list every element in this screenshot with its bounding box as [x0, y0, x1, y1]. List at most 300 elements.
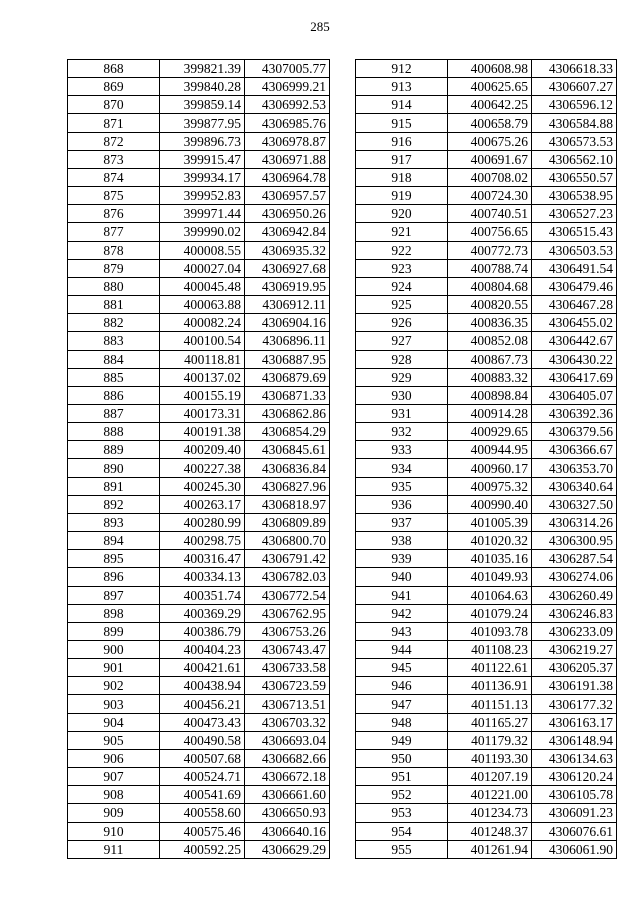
point-number-cell: 888: [68, 423, 160, 441]
y-coordinate-cell: 4306723.59: [245, 677, 330, 695]
x-coordinate-cell: 400191.38: [160, 423, 245, 441]
x-coordinate-cell: 401248.37: [448, 822, 532, 840]
y-coordinate-cell: 4306405.07: [532, 386, 617, 404]
point-number-cell: 896: [68, 568, 160, 586]
x-coordinate-cell: 399840.28: [160, 78, 245, 96]
table-row: [356, 586, 617, 604]
x-coordinate-cell: 400975.32: [448, 477, 532, 495]
x-coordinate-cell: 399896.73: [160, 132, 245, 150]
point-number-cell: 898: [68, 604, 160, 622]
table-row: [356, 677, 617, 695]
table-row: [68, 132, 330, 150]
y-coordinate-cell: 4306743.47: [245, 641, 330, 659]
x-coordinate-cell: 400691.67: [448, 150, 532, 168]
table-row: [68, 659, 330, 677]
y-coordinate-cell: 4306550.57: [532, 168, 617, 186]
x-coordinate-cell: 401193.30: [448, 749, 532, 767]
point-number-cell: 908: [68, 786, 160, 804]
x-coordinate-cell: 400045.48: [160, 277, 245, 295]
y-coordinate-cell: 4306733.58: [245, 659, 330, 677]
table-row: [68, 749, 330, 767]
y-coordinate-cell: 4306772.54: [245, 586, 330, 604]
point-number-cell: 870: [68, 96, 160, 114]
x-coordinate-cell: 400990.40: [448, 495, 532, 513]
x-coordinate-cell: 401234.73: [448, 804, 532, 822]
table-row: [68, 386, 330, 404]
table-row: [68, 677, 330, 695]
point-number-cell: 925: [356, 296, 448, 314]
point-number-cell: 872: [68, 132, 160, 150]
point-number-cell: 885: [68, 368, 160, 386]
point-number-cell: 883: [68, 332, 160, 350]
y-coordinate-cell: 4306971.88: [245, 150, 330, 168]
table-row: [356, 568, 617, 586]
x-coordinate-cell: 400438.94: [160, 677, 245, 695]
y-coordinate-cell: 4306442.67: [532, 332, 617, 350]
point-number-cell: 901: [68, 659, 160, 677]
x-coordinate-cell: 400867.73: [448, 350, 532, 368]
point-number-cell: 902: [68, 677, 160, 695]
point-number-cell: 916: [356, 132, 448, 150]
table-row: [356, 150, 617, 168]
x-coordinate-cell: 400675.26: [448, 132, 532, 150]
y-coordinate-cell: 4306573.53: [532, 132, 617, 150]
table-row: [68, 96, 330, 114]
table-row: [356, 786, 617, 804]
x-coordinate-cell: 400524.71: [160, 768, 245, 786]
table-row: [68, 513, 330, 531]
table-row: [68, 368, 330, 386]
y-coordinate-cell: 4306562.10: [532, 150, 617, 168]
x-coordinate-cell: 401064.63: [448, 586, 532, 604]
point-number-cell: 894: [68, 532, 160, 550]
x-coordinate-cell: 401020.32: [448, 532, 532, 550]
point-number-cell: 869: [68, 78, 160, 96]
y-coordinate-cell: 4306693.04: [245, 731, 330, 749]
y-coordinate-cell: 4306538.95: [532, 187, 617, 205]
table-row: [68, 786, 330, 804]
point-number-cell: 918: [356, 168, 448, 186]
table-row: [356, 187, 617, 205]
x-coordinate-cell: 399821.39: [160, 60, 245, 78]
x-coordinate-cell: 400137.02: [160, 368, 245, 386]
table-row: [356, 78, 617, 96]
table-row: [356, 114, 617, 132]
x-coordinate-cell: 400404.23: [160, 641, 245, 659]
y-coordinate-cell: 4306061.90: [532, 840, 617, 858]
point-number-cell: 946: [356, 677, 448, 695]
x-coordinate-cell: 400592.25: [160, 840, 245, 858]
point-number-cell: 886: [68, 386, 160, 404]
table-row: [356, 713, 617, 731]
table-row: [68, 314, 330, 332]
y-coordinate-cell: 4306879.69: [245, 368, 330, 386]
x-coordinate-cell: 399990.02: [160, 223, 245, 241]
point-number-cell: 915: [356, 114, 448, 132]
x-coordinate-cell: 400960.17: [448, 459, 532, 477]
y-coordinate-cell: 4306607.27: [532, 78, 617, 96]
x-coordinate-cell: 400772.73: [448, 241, 532, 259]
point-number-cell: 897: [68, 586, 160, 604]
table-row: [68, 205, 330, 223]
y-coordinate-cell: 4307005.77: [245, 60, 330, 78]
table-row: [68, 114, 330, 132]
y-coordinate-cell: 4306964.78: [245, 168, 330, 186]
x-coordinate-cell: 400944.95: [448, 441, 532, 459]
x-coordinate-cell: 401005.39: [448, 513, 532, 531]
y-coordinate-cell: 4306862.86: [245, 404, 330, 422]
x-coordinate-cell: 400334.13: [160, 568, 245, 586]
y-coordinate-cell: 4306927.68: [245, 259, 330, 277]
point-number-cell: 940: [356, 568, 448, 586]
x-coordinate-cell: 400708.02: [448, 168, 532, 186]
y-coordinate-cell: 4306809.89: [245, 513, 330, 531]
table-row: [356, 350, 617, 368]
y-coordinate-cell: 4306791.42: [245, 550, 330, 568]
table-row: [68, 695, 330, 713]
table-row: [68, 840, 330, 858]
x-coordinate-cell: 401221.00: [448, 786, 532, 804]
x-coordinate-cell: 400852.08: [448, 332, 532, 350]
point-number-cell: 950: [356, 749, 448, 767]
table-row: [68, 568, 330, 586]
x-coordinate-cell: 400173.31: [160, 404, 245, 422]
y-coordinate-cell: 4306957.57: [245, 187, 330, 205]
y-coordinate-cell: 4306105.78: [532, 786, 617, 804]
x-coordinate-cell: 399859.14: [160, 96, 245, 114]
table-row: [68, 586, 330, 604]
x-coordinate-cell: 400575.46: [160, 822, 245, 840]
y-coordinate-cell: 4306246.83: [532, 604, 617, 622]
point-number-cell: 920: [356, 205, 448, 223]
x-coordinate-cell: 401108.23: [448, 641, 532, 659]
point-number-cell: 937: [356, 513, 448, 531]
y-coordinate-cell: 4306942.84: [245, 223, 330, 241]
point-number-cell: 935: [356, 477, 448, 495]
point-number-cell: 911: [68, 840, 160, 858]
y-coordinate-cell: 4306430.22: [532, 350, 617, 368]
point-number-cell: 884: [68, 350, 160, 368]
y-coordinate-cell: 4306148.94: [532, 731, 617, 749]
y-coordinate-cell: 4306467.28: [532, 296, 617, 314]
x-coordinate-cell: 400490.58: [160, 731, 245, 749]
x-coordinate-cell: 400351.74: [160, 586, 245, 604]
y-coordinate-cell: 4306904.16: [245, 314, 330, 332]
x-coordinate-cell: 400227.38: [160, 459, 245, 477]
y-coordinate-cell: 4306985.76: [245, 114, 330, 132]
x-coordinate-cell: 400642.25: [448, 96, 532, 114]
point-number-cell: 947: [356, 695, 448, 713]
x-coordinate-cell: 401179.32: [448, 731, 532, 749]
table-row: [356, 840, 617, 858]
table-row: [356, 332, 617, 350]
x-coordinate-cell: 400883.32: [448, 368, 532, 386]
table-row: [356, 641, 617, 659]
point-number-cell: 882: [68, 314, 160, 332]
x-coordinate-cell: 401093.78: [448, 622, 532, 640]
point-number-cell: 936: [356, 495, 448, 513]
point-number-cell: 914: [356, 96, 448, 114]
table-row: [356, 604, 617, 622]
table-row: [356, 368, 617, 386]
point-number-cell: 874: [68, 168, 160, 186]
table-row: [68, 731, 330, 749]
point-number-cell: 924: [356, 277, 448, 295]
point-number-cell: 943: [356, 622, 448, 640]
table-row: [68, 804, 330, 822]
y-coordinate-cell: 4306091.23: [532, 804, 617, 822]
y-coordinate-cell: 4306827.96: [245, 477, 330, 495]
point-number-cell: 941: [356, 586, 448, 604]
table-row: [356, 495, 617, 513]
table-row: [68, 168, 330, 186]
x-coordinate-cell: 400209.40: [160, 441, 245, 459]
y-coordinate-cell: 4306120.24: [532, 768, 617, 786]
x-coordinate-cell: 400625.65: [448, 78, 532, 96]
point-number-cell: 899: [68, 622, 160, 640]
table-row: [68, 768, 330, 786]
table-row: [356, 132, 617, 150]
table-row: [356, 259, 617, 277]
point-number-cell: 949: [356, 731, 448, 749]
y-coordinate-cell: 4306672.18: [245, 768, 330, 786]
x-coordinate-cell: 400898.84: [448, 386, 532, 404]
coordinates-table-left: [67, 59, 330, 859]
point-number-cell: 903: [68, 695, 160, 713]
point-number-cell: 910: [68, 822, 160, 840]
table-row: [68, 477, 330, 495]
point-number-cell: 923: [356, 259, 448, 277]
point-number-cell: 944: [356, 641, 448, 659]
y-coordinate-cell: 4306896.11: [245, 332, 330, 350]
point-number-cell: 893: [68, 513, 160, 531]
y-coordinate-cell: 4306871.33: [245, 386, 330, 404]
x-coordinate-cell: 400724.30: [448, 187, 532, 205]
table-row: [356, 804, 617, 822]
table-row: [356, 622, 617, 640]
point-number-cell: 871: [68, 114, 160, 132]
y-coordinate-cell: 4306992.53: [245, 96, 330, 114]
page-number: 285: [310, 19, 330, 34]
point-number-cell: 907: [68, 768, 160, 786]
point-number-cell: 951: [356, 768, 448, 786]
table-row: [356, 386, 617, 404]
y-coordinate-cell: 4306919.95: [245, 277, 330, 295]
y-coordinate-cell: 4306999.21: [245, 78, 330, 96]
x-coordinate-cell: 401261.94: [448, 840, 532, 858]
x-coordinate-cell: 400298.75: [160, 532, 245, 550]
table-row: [356, 550, 617, 568]
x-coordinate-cell: 400027.04: [160, 259, 245, 277]
point-number-cell: 891: [68, 477, 160, 495]
y-coordinate-cell: 4306455.02: [532, 314, 617, 332]
table-row: [68, 459, 330, 477]
point-number-cell: 887: [68, 404, 160, 422]
table-row: [68, 423, 330, 441]
y-coordinate-cell: 4306912.11: [245, 296, 330, 314]
point-number-cell: 942: [356, 604, 448, 622]
point-number-cell: 881: [68, 296, 160, 314]
x-coordinate-cell: 401079.24: [448, 604, 532, 622]
table-row: [68, 241, 330, 259]
table-row: [68, 78, 330, 96]
table-row: [68, 187, 330, 205]
table-row: [356, 404, 617, 422]
table-row: [356, 441, 617, 459]
y-coordinate-cell: 4306584.88: [532, 114, 617, 132]
y-coordinate-cell: 4306818.97: [245, 495, 330, 513]
x-coordinate-cell: 400658.79: [448, 114, 532, 132]
x-coordinate-cell: 400608.98: [448, 60, 532, 78]
y-coordinate-cell: 4306836.84: [245, 459, 330, 477]
point-number-cell: 876: [68, 205, 160, 223]
table-row: [68, 713, 330, 731]
table-body-right: [356, 60, 617, 859]
x-coordinate-cell: 401122.61: [448, 659, 532, 677]
point-number-cell: 912: [356, 60, 448, 78]
point-number-cell: 921: [356, 223, 448, 241]
table-row: [68, 532, 330, 550]
point-number-cell: 873: [68, 150, 160, 168]
point-number-cell: 880: [68, 277, 160, 295]
table-row: [356, 768, 617, 786]
x-coordinate-cell: 400369.29: [160, 604, 245, 622]
x-coordinate-cell: 399934.17: [160, 168, 245, 186]
y-coordinate-cell: 4306191.38: [532, 677, 617, 695]
x-coordinate-cell: 400263.17: [160, 495, 245, 513]
x-coordinate-cell: 400914.28: [448, 404, 532, 422]
x-coordinate-cell: 400421.61: [160, 659, 245, 677]
y-coordinate-cell: 4306260.49: [532, 586, 617, 604]
x-coordinate-cell: 400280.99: [160, 513, 245, 531]
table-body-left: [68, 60, 330, 859]
table-row: [68, 259, 330, 277]
table-row: [356, 532, 617, 550]
point-number-cell: 917: [356, 150, 448, 168]
y-coordinate-cell: 4306682.66: [245, 749, 330, 767]
table-row: [356, 513, 617, 531]
point-number-cell: 952: [356, 786, 448, 804]
table-row: [68, 604, 330, 622]
x-coordinate-cell: 400836.35: [448, 314, 532, 332]
table-row: [68, 822, 330, 840]
x-coordinate-cell: 400245.30: [160, 477, 245, 495]
y-coordinate-cell: 4306935.32: [245, 241, 330, 259]
table-row: [68, 223, 330, 241]
point-number-cell: 878: [68, 241, 160, 259]
table-row: [68, 622, 330, 640]
point-number-cell: 913: [356, 78, 448, 96]
y-coordinate-cell: 4306177.32: [532, 695, 617, 713]
y-coordinate-cell: 4306887.95: [245, 350, 330, 368]
x-coordinate-cell: 400008.55: [160, 241, 245, 259]
table-row: [356, 423, 617, 441]
table-row: [356, 731, 617, 749]
y-coordinate-cell: 4306205.37: [532, 659, 617, 677]
table-row: [356, 296, 617, 314]
table-row: [356, 223, 617, 241]
y-coordinate-cell: 4306300.95: [532, 532, 617, 550]
point-number-cell: 939: [356, 550, 448, 568]
y-coordinate-cell: 4306762.95: [245, 604, 330, 622]
point-number-cell: 890: [68, 459, 160, 477]
y-coordinate-cell: 4306417.69: [532, 368, 617, 386]
y-coordinate-cell: 4306479.46: [532, 277, 617, 295]
x-coordinate-cell: 400740.51: [448, 205, 532, 223]
point-number-cell: 879: [68, 259, 160, 277]
x-coordinate-cell: 399952.83: [160, 187, 245, 205]
table-row: [68, 150, 330, 168]
point-number-cell: 932: [356, 423, 448, 441]
x-coordinate-cell: 401151.13: [448, 695, 532, 713]
table-row: [356, 168, 617, 186]
point-number-cell: 954: [356, 822, 448, 840]
point-number-cell: 927: [356, 332, 448, 350]
x-coordinate-cell: 400820.55: [448, 296, 532, 314]
table-row: [356, 96, 617, 114]
y-coordinate-cell: 4306314.26: [532, 513, 617, 531]
point-number-cell: 948: [356, 713, 448, 731]
point-number-cell: 928: [356, 350, 448, 368]
y-coordinate-cell: 4306515.43: [532, 223, 617, 241]
x-coordinate-cell: 400155.19: [160, 386, 245, 404]
x-coordinate-cell: 400082.24: [160, 314, 245, 332]
point-number-cell: 906: [68, 749, 160, 767]
point-number-cell: 934: [356, 459, 448, 477]
x-coordinate-cell: 400118.81: [160, 350, 245, 368]
table-row: [68, 495, 330, 513]
table-row: [356, 822, 617, 840]
x-coordinate-cell: 401049.93: [448, 568, 532, 586]
point-number-cell: 929: [356, 368, 448, 386]
y-coordinate-cell: 4306340.64: [532, 477, 617, 495]
x-coordinate-cell: 399971.44: [160, 205, 245, 223]
x-coordinate-cell: 400788.74: [448, 259, 532, 277]
point-number-cell: 955: [356, 840, 448, 858]
point-number-cell: 875: [68, 187, 160, 205]
table-row: [356, 205, 617, 223]
point-number-cell: 938: [356, 532, 448, 550]
table-row: [356, 659, 617, 677]
point-number-cell: 926: [356, 314, 448, 332]
y-coordinate-cell: 4306503.53: [532, 241, 617, 259]
table-row: [356, 314, 617, 332]
y-coordinate-cell: 4306527.23: [532, 205, 617, 223]
y-coordinate-cell: 4306950.26: [245, 205, 330, 223]
y-coordinate-cell: 4306287.54: [532, 550, 617, 568]
x-coordinate-cell: 399877.95: [160, 114, 245, 132]
point-number-cell: 931: [356, 404, 448, 422]
x-coordinate-cell: 400456.21: [160, 695, 245, 713]
y-coordinate-cell: 4306845.61: [245, 441, 330, 459]
x-coordinate-cell: 400386.79: [160, 622, 245, 640]
y-coordinate-cell: 4306274.06: [532, 568, 617, 586]
y-coordinate-cell: 4306753.26: [245, 622, 330, 640]
x-coordinate-cell: 399915.47: [160, 150, 245, 168]
x-coordinate-cell: 400756.65: [448, 223, 532, 241]
y-coordinate-cell: 4306650.93: [245, 804, 330, 822]
table-row: [356, 695, 617, 713]
point-number-cell: 892: [68, 495, 160, 513]
point-number-cell: 877: [68, 223, 160, 241]
point-number-cell: 922: [356, 241, 448, 259]
x-coordinate-cell: 400804.68: [448, 277, 532, 295]
table-row: [356, 241, 617, 259]
table-row: [68, 296, 330, 314]
x-coordinate-cell: 400929.65: [448, 423, 532, 441]
y-coordinate-cell: 4306596.12: [532, 96, 617, 114]
y-coordinate-cell: 4306353.70: [532, 459, 617, 477]
